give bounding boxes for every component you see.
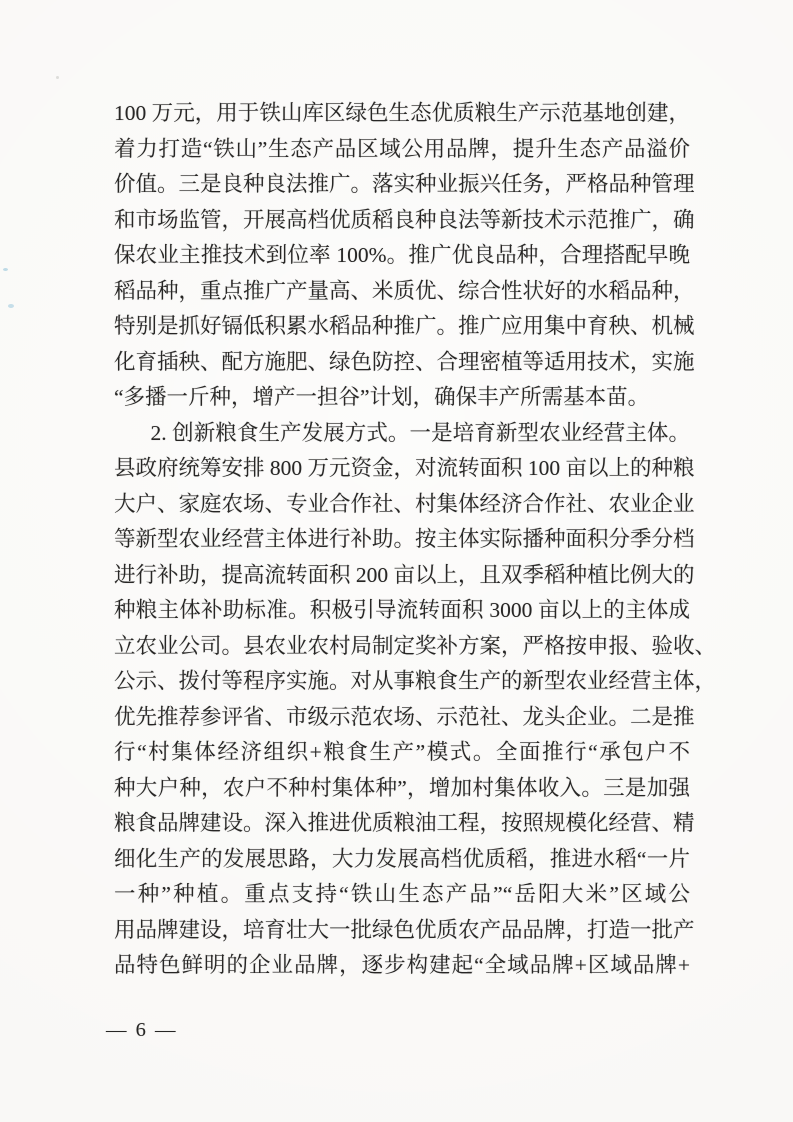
text-line: 细化生产的发展思路，大力发展高档优质稻，推进水稻“一片 bbox=[114, 846, 690, 871]
text-line: 县政府统筹安排 800 万元资金，对流转面积 100 亩以上的种粮 bbox=[114, 456, 695, 480]
text-line: “多播一斤种，增产一担谷”计划，确保丰产所需基本苗。 bbox=[114, 385, 650, 409]
text-line: 行“村集体经济组织+粮食生产”模式。全面推行“承包户不 bbox=[114, 740, 690, 764]
scan-speckle bbox=[8, 304, 14, 308]
document-body bbox=[114, 96, 717, 984]
text-line: 公示、拨付等程序实施。对从事粮食生产的新型农业经营主体， bbox=[114, 669, 717, 693]
scan-speckle bbox=[3, 268, 8, 271]
text-line: 和市场监管，开展高档优质稻良种良法等新技术示范推广，确 bbox=[114, 207, 695, 232]
text-line: 100 万元，用于铁山库区绿色生态优质粮生产示范基地创建， bbox=[114, 101, 690, 125]
text-line: 价值。三是良种良法推广。落实种业振兴任务，严格品种管理 bbox=[114, 172, 695, 196]
text-line: 着力打造“铁山”生态产品区域公用品牌，提升生态产品溢价 bbox=[114, 136, 690, 161]
scan-speckle bbox=[56, 76, 59, 79]
text-line: 2. 创新粮食生产发展方式。一是培育新型农业经营主体。 bbox=[150, 420, 690, 445]
text-line: 种粮主体补助标准。积极引导流转面积 3000 亩以上的主体成 bbox=[114, 598, 690, 622]
text-line: 大户、家庭农场、专业合作社、村集体经济合作社、农业企业 bbox=[114, 491, 695, 516]
text-line: 用品牌建设，培育壮大一批绿色优质农产品品牌，打造一批产 bbox=[114, 917, 695, 942]
text-line: 特别是抓好镉低积累水稻品种推广。推广应用集中育秧、机械 bbox=[114, 314, 695, 338]
page-number: — 6 — bbox=[106, 1019, 178, 1041]
text-line: 稻品种，重点推广产量高、米质优、综合性状好的水稻品种， bbox=[114, 278, 695, 303]
text-line: 品特色鲜明的企业品牌，逐步构建起“全域品牌+区域品牌+ bbox=[114, 953, 690, 977]
text-line: 化育插秧、配方施肥、绿色防控、合理密植等适用技术，实施 bbox=[114, 349, 695, 374]
text-line: 优先推荐参评省、市级示范农场、示范社、龙头企业。二是推 bbox=[114, 704, 695, 729]
text-line: 粮食品牌建设。深入推进优质粮油工程，按照规模化经营、精 bbox=[114, 811, 695, 835]
text-line: 进行补助，提高流转面积 200 亩以上，且双季稻种植比例大的 bbox=[114, 562, 695, 587]
text-line: 种大户种，农户不种村集体种”，增加村集体收入。三是加强 bbox=[114, 775, 690, 800]
text-line: 保农业主推技术到位率 100%。推广优良品种，合理搭配早晚 bbox=[114, 243, 690, 267]
text-line: 立农业公司。县农业农村局制定奖补方案，严格按申报、验收、 bbox=[114, 633, 717, 658]
text-line: 一种”种植。重点支持“铁山生态产品”“岳阳大米”区域公 bbox=[114, 882, 690, 906]
text-line: 等新型农业经营主体进行补助。按主体实际播种面积分季分档 bbox=[114, 527, 695, 551]
